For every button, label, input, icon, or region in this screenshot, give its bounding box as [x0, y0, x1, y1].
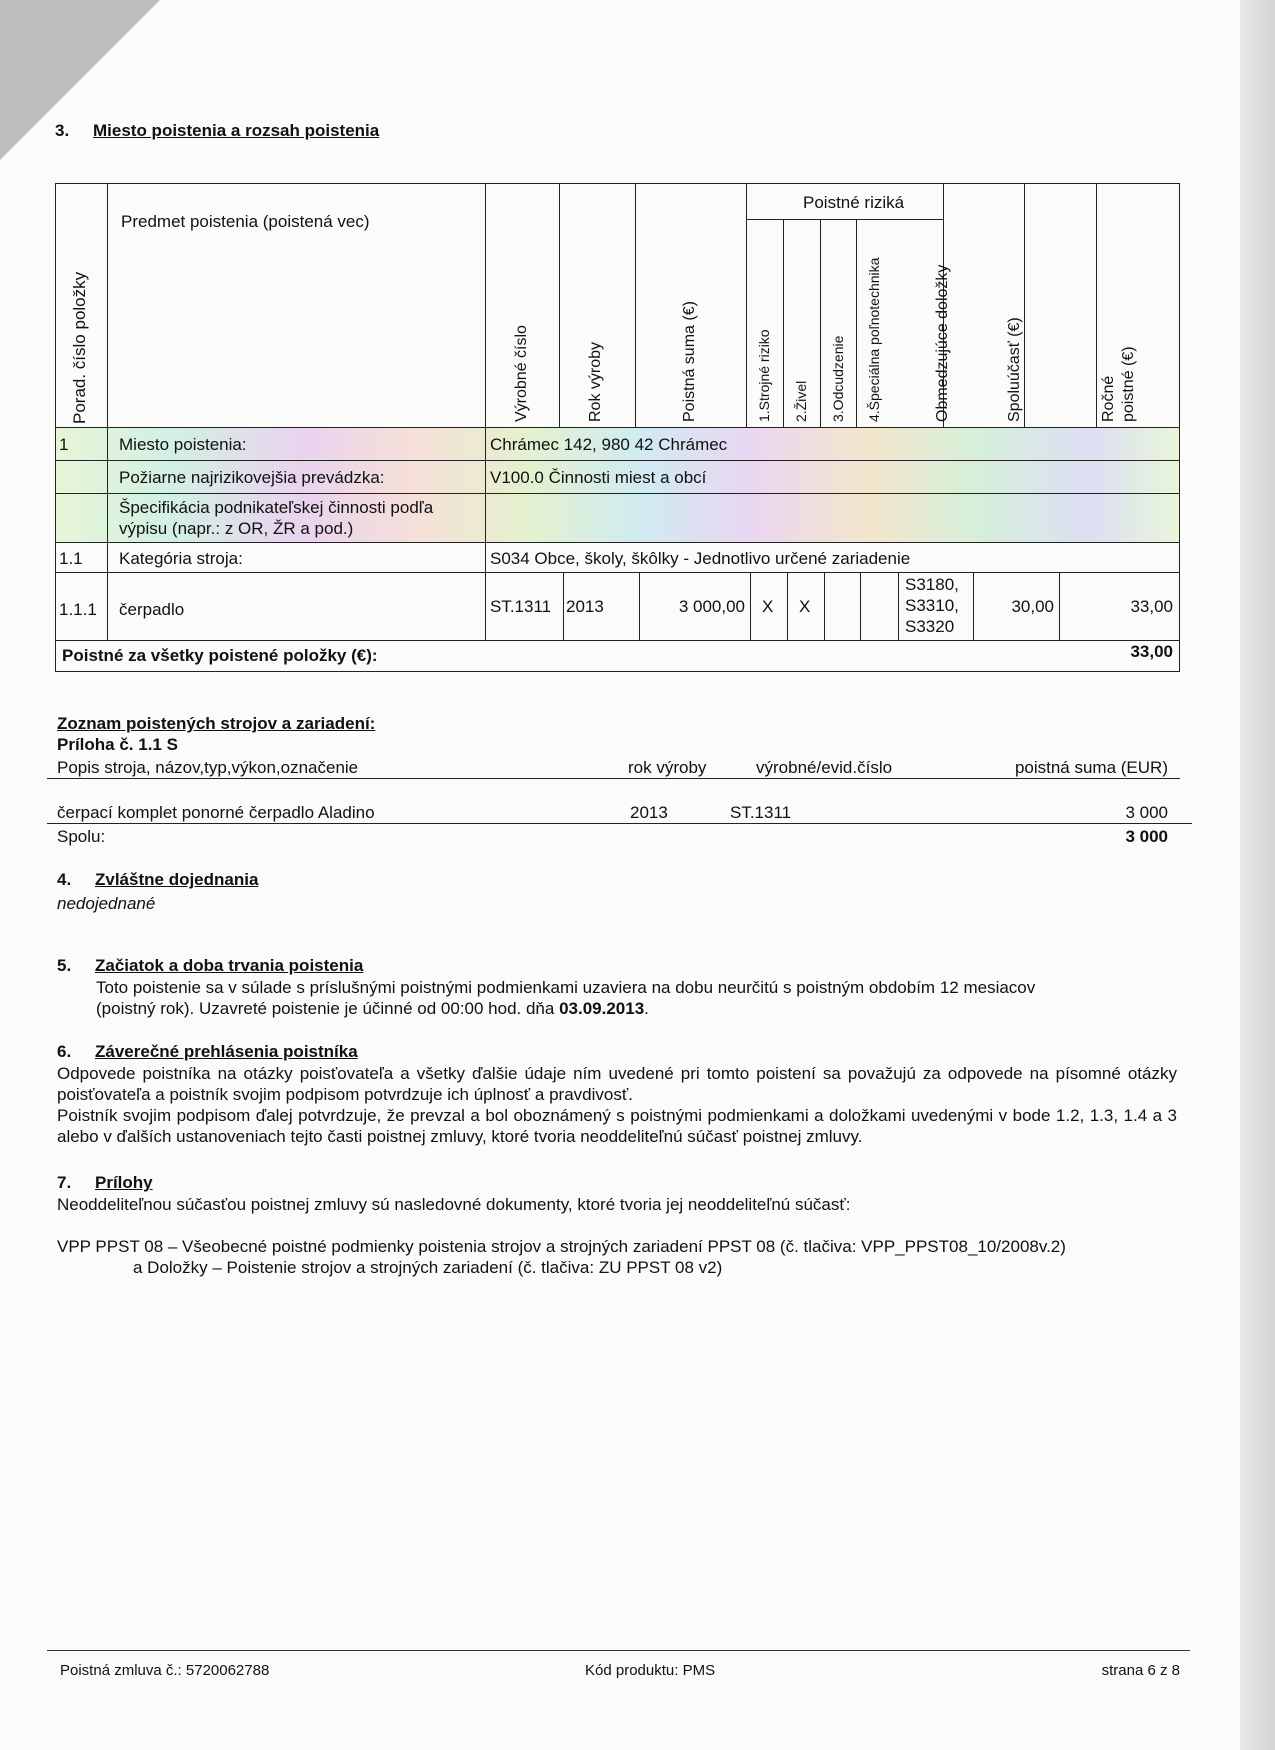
total-label: Poistné za všetky poistené položky (€):	[62, 646, 378, 665]
footer-product: Kód produktu: PMS	[585, 1662, 716, 1679]
row2-label: Požiarne najrizikovejšia prevádzka:	[119, 468, 385, 487]
section-7-intro: Neoddeliteľnou súčasťou poistnej zmluvy sú nasledovné dokumenty, ktoré tvoria jej neoddeliteľnú súčasť:	[57, 1195, 851, 1214]
row5-risk2: X	[799, 597, 811, 616]
row5-rocne: 33,00	[1130, 597, 1173, 616]
zoznam-col-year: rok výroby	[628, 758, 707, 777]
footer-page: strana 6 z 8	[1101, 1662, 1180, 1679]
col-rok: Rok výroby	[587, 341, 604, 422]
row2-value: V100.0 Činnosti miest a obcí	[490, 468, 707, 487]
row5-label: čerpadlo	[119, 600, 185, 619]
zoznam-spolu-label: Spolu:	[57, 827, 106, 846]
zoznam-item-serial: ST.1311	[730, 803, 792, 822]
col-obmedz: Obmedzujúce doložky	[934, 264, 951, 422]
insurance-table	[55, 183, 1180, 672]
risk-1: 1.Strojné riziko	[756, 329, 772, 422]
row4-num: 1.1	[59, 549, 83, 568]
page-edge	[1240, 0, 1275, 1750]
risk-3: 3.Odcudzenie	[830, 335, 846, 422]
row5-serial: ST.1311	[490, 597, 552, 616]
col-rocne-2: poistné (€)	[1120, 346, 1137, 422]
row1-value: Chrámec 142, 980 42 Chrámec	[490, 435, 728, 454]
risk-4: 4.Špeciálna poľnotechnika	[866, 257, 882, 422]
col-suma: Poistná suma (€)	[681, 301, 698, 422]
row1-num: 1	[59, 435, 69, 454]
row5-spoluc: 30,00	[1011, 597, 1054, 616]
row5-obmedz-3: S3320	[905, 617, 955, 636]
priloha: Príloha č. 1.1 S	[57, 735, 178, 754]
col-spoluc: Spoluúčasť (€)	[1006, 317, 1023, 422]
row5-year: 2013	[566, 597, 604, 616]
section-6-p2: Poistník svojim podpisom ďalej potvrdzuje, že prevzal a bol oboznámený s poistnými podmienkami a doložkami uvedenými v bode 1.2, 1.3, 1.4 a 3 alebo v ďalších ustanoveniach tejto časti poistnej zmluvy, ktoré tvoria neoddeliteľnú súčasť poistnej zmluvy.	[57, 1106, 1177, 1146]
row5-sum: 3 000,00	[678, 597, 745, 616]
col-predmet: Predmet poistenia (poistená vec)	[121, 212, 370, 231]
section-4-body: nedojednané	[57, 894, 156, 913]
section-3-heading: 3. Miesto poistenia a rozsah poistenia	[55, 121, 380, 140]
row3-label-1: Špecifikácia podnikateľskej činnosti podľa	[119, 498, 434, 517]
zoznam-item-sum: 3 000	[1125, 803, 1168, 822]
zoznam-col-desc: Popis stroja, názov,typ,výkon,označenie	[57, 758, 359, 777]
zoznam-item-name: čerpací komplet ponorné čerpadlo Aladino	[57, 803, 375, 822]
zoznam-rule-2	[47, 823, 1192, 824]
section-5-line-2: (poistný rok). Uzavreté poistenie je účinné od 00:00 hod. dňa 03.09.2013.	[96, 999, 649, 1018]
section-4-heading: 4. Zvláštne dojednania	[57, 870, 259, 889]
row1-label: Miesto poistenia:	[119, 435, 247, 454]
footer-contract: Poistná zmluva č.: 5720062788	[60, 1662, 270, 1679]
section-6-heading: 6. Záverečné prehlásenia poistníka	[57, 1042, 358, 1061]
effective-date: 03.09.2013	[559, 999, 645, 1018]
zoznam-item-year: 2013	[630, 803, 668, 822]
section-7-item-2: a Doložky – Poistenie strojov a strojných zariadení (č. tlačiva: ZU PPST 08 v2)	[133, 1258, 723, 1277]
zoznam-col-sum: poistná suma (EUR)	[1014, 758, 1168, 777]
col-vyrobne: Výrobné číslo	[513, 325, 530, 422]
risk-2: 2.Živel	[793, 380, 809, 422]
zoznam-col-serial: výrobné/evid.číslo	[756, 758, 893, 777]
section-6-p1: Odpovede poistníka na otázky poisťovateľa a všetky ďalšie údaje ním uvedené pri tomto poistení sa považujú za odpovede na písomné otázky poisťovateľa a poistník svojim podpisom potvrdzuje ich úplnosť a pravdivosť.	[57, 1064, 1177, 1104]
row5-risk1: X	[762, 597, 774, 616]
section-7-item-1: VPP PPST 08 – Všeobecné poistné podmienky poistenia strojov a strojných zariadení PPST 08 (č. tlačiva: VPP_PPST08_10/2008v.2)	[57, 1237, 1066, 1256]
zoznam-title: Zoznam poistených strojov a zariadení:	[57, 714, 376, 733]
footer-rule	[47, 1650, 1190, 1651]
col-porad: Porad. číslo položky	[70, 271, 89, 424]
total-value: 33,00	[1130, 642, 1173, 661]
row4-value: S034 Obce, školy, škôlky - Jednotlivo určené zariadenie	[490, 549, 911, 568]
zoznam-rule-1	[47, 778, 1180, 779]
row4-label: Kategória stroja:	[119, 549, 243, 568]
row5-num: 1.1.1	[59, 600, 97, 619]
zoznam-spolu-value: 3 000	[1125, 827, 1168, 846]
section-5-heading: 5. Začiatok a doba trvania poistenia	[57, 956, 364, 975]
risks-header: Poistné riziká	[803, 193, 905, 212]
row3-label-2: výpisu (napr.: z OR, ŽR a pod.)	[119, 519, 354, 538]
col-rocne-1: Ročné	[1100, 375, 1117, 422]
row5-obmedz-1: S3180,	[905, 575, 959, 594]
section-7-heading: 7. Prílohy	[57, 1173, 153, 1192]
section-5-line-1: Toto poistenie sa v súlade s príslušnými poistnými podmienkami uzaviera na dobu neurčitú s poistným obdobím 12 mesiacov	[96, 978, 1036, 997]
row5-obmedz-2: S3310,	[905, 596, 959, 615]
